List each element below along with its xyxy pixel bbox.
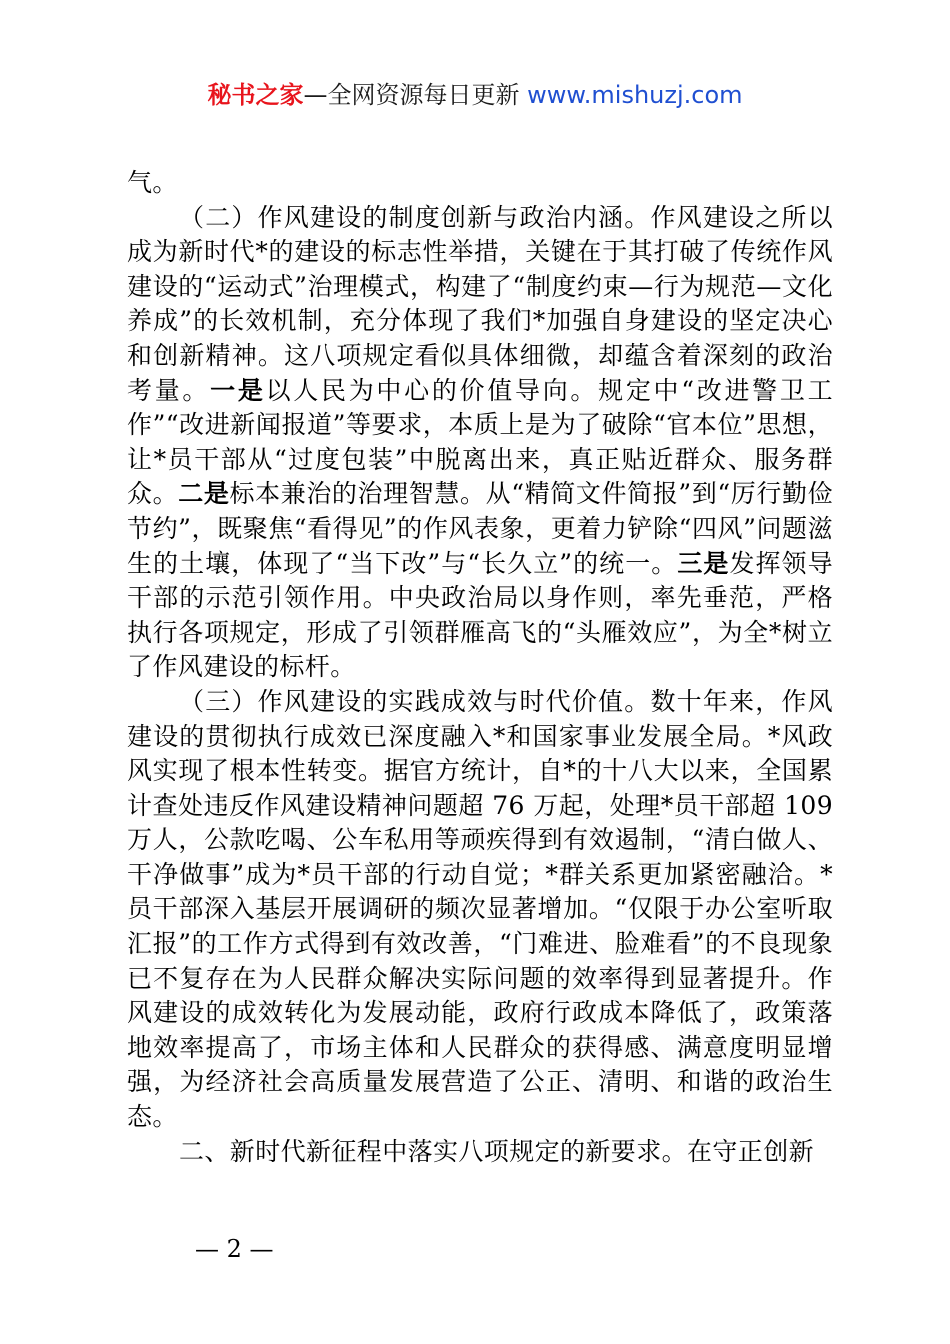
paragraph-practical-results: （三）作风建设的实践成效与时代价值。数十年来，作风建设的贯彻执行成效已深度融入*和国家事业发展全局。*风政风实现了根本性转变。据官方统计，自*的十八大以来，全国累计查处违反作风建设精神问题超 76 万起，处理*员干部超 109 万人，公款吃喝、公车私用等顽疾得到有效遏制，“清白做人、干净做事”成为*员干部的行动自觉；*群关系更加紧密融洽。*员干部深入基层开展调研的频次显著增加。“仅限于办公室听取汇报”的工作方式得到有效改善，“门难进、脸难看”的不良现象已不复存在为人民群众解决实际问题的效率得到显著提升。作风建设的成效转化为发展动能，政府行政成本降低了，政策落地效率提高了，市场主体和人民群众的获得感、满意度明显增强，为经济社会高质量发展营造了公正、清明、和谐的政治生态。 bbox=[127, 686, 833, 1132]
document-body bbox=[127, 166, 833, 1169]
paragraph-institutional-innovation bbox=[127, 201, 833, 685]
site-url[interactable]: www.mishuzj.com bbox=[527, 81, 743, 109]
page-header bbox=[0, 78, 950, 112]
emphasis-first: 一是 bbox=[210, 375, 266, 405]
paragraph-text: （二）作风建设的制度创新与政治内涵。作风建设之所以成为新时代*的建设的标志性举措，关键在于其打破了传统作风建设的“运动式”治理模式，构建了“制度约束—行为规范—文化养成”的长效机制，充分体现了我们*加强自身建设的坚定决心和创新精神。这八项规定看似具体细微，却蕴含着深刻的政治考量。 bbox=[127, 202, 833, 405]
paragraph-new-requirements: 二、新时代新征程中落实八项规定的新要求。在守正创新 bbox=[179, 1136, 815, 1166]
page-number: — 2 — bbox=[195, 1235, 274, 1263]
paragraph-continuation: 气。 bbox=[127, 168, 178, 197]
paragraph-text: 以人民为中心的价值导向。规定中“改进警卫工作”“改进新闻报道”等要求，本质上是为了破除“官本位”思想，让*员干部从“过度包装”中脱离出来，真正贴近群众、服务群众。 bbox=[127, 375, 833, 509]
emphasis-second: 二是 bbox=[178, 479, 230, 509]
emphasis-third: 三是 bbox=[677, 548, 730, 578]
paragraph-text: 发挥领导干部的示范引领作用。中央政治局以身作则，率先垂范，严格执行各项规定，形成了引领群雁高飞的“头雁效应”，为全*树立了作风建设的标杆。 bbox=[127, 548, 833, 682]
paragraph-text: 标本兼治的治理智慧。从“精简文件简报”到“厉行勤俭节约”，既聚焦“看得见”的作风表象，更着力铲除“四风”问题滋生的土壤，体现了“当下改”与“长久立”的统一。 bbox=[127, 479, 833, 578]
site-tagline: —全网资源每日更新 bbox=[303, 81, 520, 109]
site-brand: 秘书之家 bbox=[207, 81, 304, 109]
